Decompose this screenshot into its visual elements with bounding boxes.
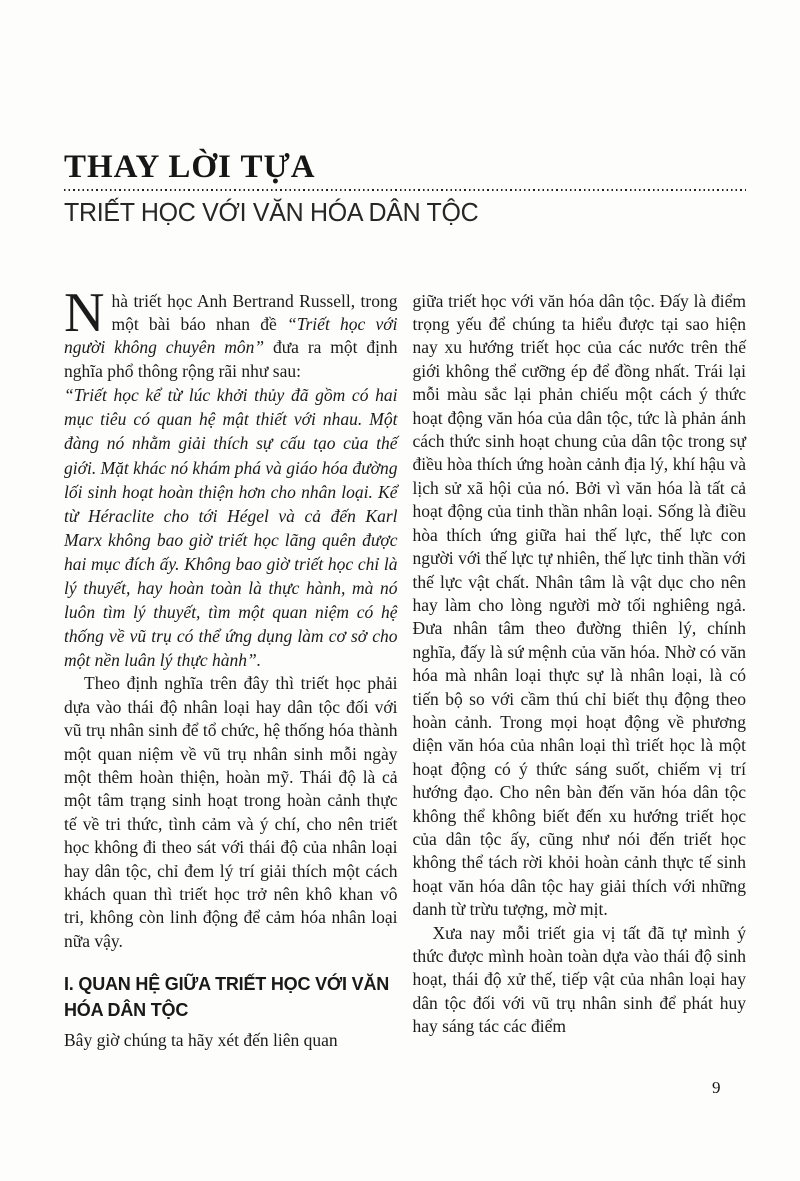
right-column (413, 290, 747, 1053)
paragraph-definition: Theo định nghĩa trên đây thì triết học phải dựa vào thái độ nhân loại hay dân tộc đối với vũ trụ nhân sinh để tổ chức, hệ thống hóa thành một quan niệm về vũ trụ nhân sinh mỗi ngày một thêm hoàn thiện, hoàn mỹ. Thái độ là cả một tâm trạng sinh hoạt trong hoàn cảnh thực tế về tri thức, tình cảm và ý chí, cho nên triết học không đi theo sát với thái độ của nhân loại hay dân tộc, chỉ đem lý trí giải thích một cách khách quan thì triết học trở nên khô khan vô tri, không còn linh động để cảm hóa nhân loại nữa vậy. (64, 673, 398, 951)
paragraph-philosophers: Xưa nay mỗi triết gia vị tất đã tự mình ý thức được mình hoàn toàn dựa vào thái độ sinh hoạt, thái độ xử thế, tiếp vật của nhân loại hay dân tộc đối với vũ trụ nhân sinh để phát huy hay sáng tác các điểm (412, 922, 746, 1037)
dropcap-letter: N (64, 281, 105, 344)
page-number: 9 (712, 1078, 721, 1097)
russell-quote: “Triết học kể từ lúc khởi thủy đã gồm có hai mục tiêu có quan hệ mật thiết với nhau. Một đàng nó nhằm giải thích sự cấu tạo của thế giới. Mặt khác nó khám phá và giáo hóa đường lối sinh hoạt hoàn thiện hơn cho nhân loại. Kể từ Héraclite cho tới Hégel và cả đến Karl Marx không bao giờ triết học lãng quên được hai mục đích ấy. Không bao giờ triết học chỉ là lý thuyết, hay hoàn toàn là thực hành, mà nó luôn tìm lý thuyết, tìm một quan niệm có hệ thống về vũ trụ có thể ứng dụng làm cơ sở cho một nền luân lý thực hành”. (64, 385, 398, 671)
preface-title: THAY LỜI TỰA (64, 149, 316, 185)
paragraph-intro (64, 281, 398, 384)
paragraph-section-start: Bây giờ chúng ta hãy xét đến liên quan (64, 1030, 338, 1051)
dotted-divider (64, 188, 746, 191)
paragraph-intro-text-end: đưa ra một định nghĩa phổ thông rộng rãi như sau: (64, 337, 398, 381)
page-header (64, 150, 746, 228)
paragraph-intro-text: hà triết học Anh Bertrand Russell, trong một bài báo nhan đề (111, 290, 398, 335)
paragraph-section-continued: giữa triết học với văn hóa dân tộc. Đấy là điểm trọng yếu để chúng ta hiểu được tại sao hiện nay xu hướng triết học của các nước trên thế giới không thể cưỡng ép để đồng nhất. Trái lại mỗi màu sắc lại phản chiếu một cách ý thức hoạt động văn hóa của dân tộc, tức là phản ánh cách thức sinh hoạt chung của dân tộc trong sự điều hòa thích ứng hoàn cảnh địa lý, khí hậu và lịch sử xã hội của nó. Bởi vì văn hóa là tất cả hoạt động của tinh thần nhân loại. Sống là điều hòa thích ứng giữa hai thế lực, thế lực con người với thế lực tự nhiên, thế lực tinh thần với thế lực vật chất. Nhân tâm là vật dục cho nên hay làm cho lòng người mờ tối nghiêng ngả. Đưa nhân tâm theo đường thiên lý, chính nghĩa, đấy là sứ mệnh của văn hóa. Nhờ có văn hóa mà nhân loại thực sự là nhân loại, là có tiến bộ so với cầm thú chỉ biết thụ động theo hoàn cảnh. Trong mọi hoạt động về phương diện văn hóa của nhân loại thì triết học là một hoạt động có ý thức sáng suốt, chiếm vị trí hướng đạo. Cho nên bàn đến văn hóa dân tộc không thể không biết đến xu hướng triết học của dân tộc ấy, cũng như nói đến triết học không thể tách rời khỏi hoàn cảnh thực tế sinh hoạt văn hóa dân tộc hay giải thích với những danh từ trừu tượng, mờ mịt. (412, 290, 746, 920)
chapter-title: TRIẾT HỌC VỚI VĂN HÓA DÂN TỘC (64, 196, 479, 227)
left-column (64, 281, 398, 1053)
two-column-text (64, 281, 746, 1053)
article-title-inline: “Triết học với người không chuyên môn” (64, 314, 398, 358)
section-heading-1: I. QUAN HỆ GIỮA TRIẾT HỌC VỚI VĂN HÓA DÂN TỘC (64, 974, 390, 1021)
